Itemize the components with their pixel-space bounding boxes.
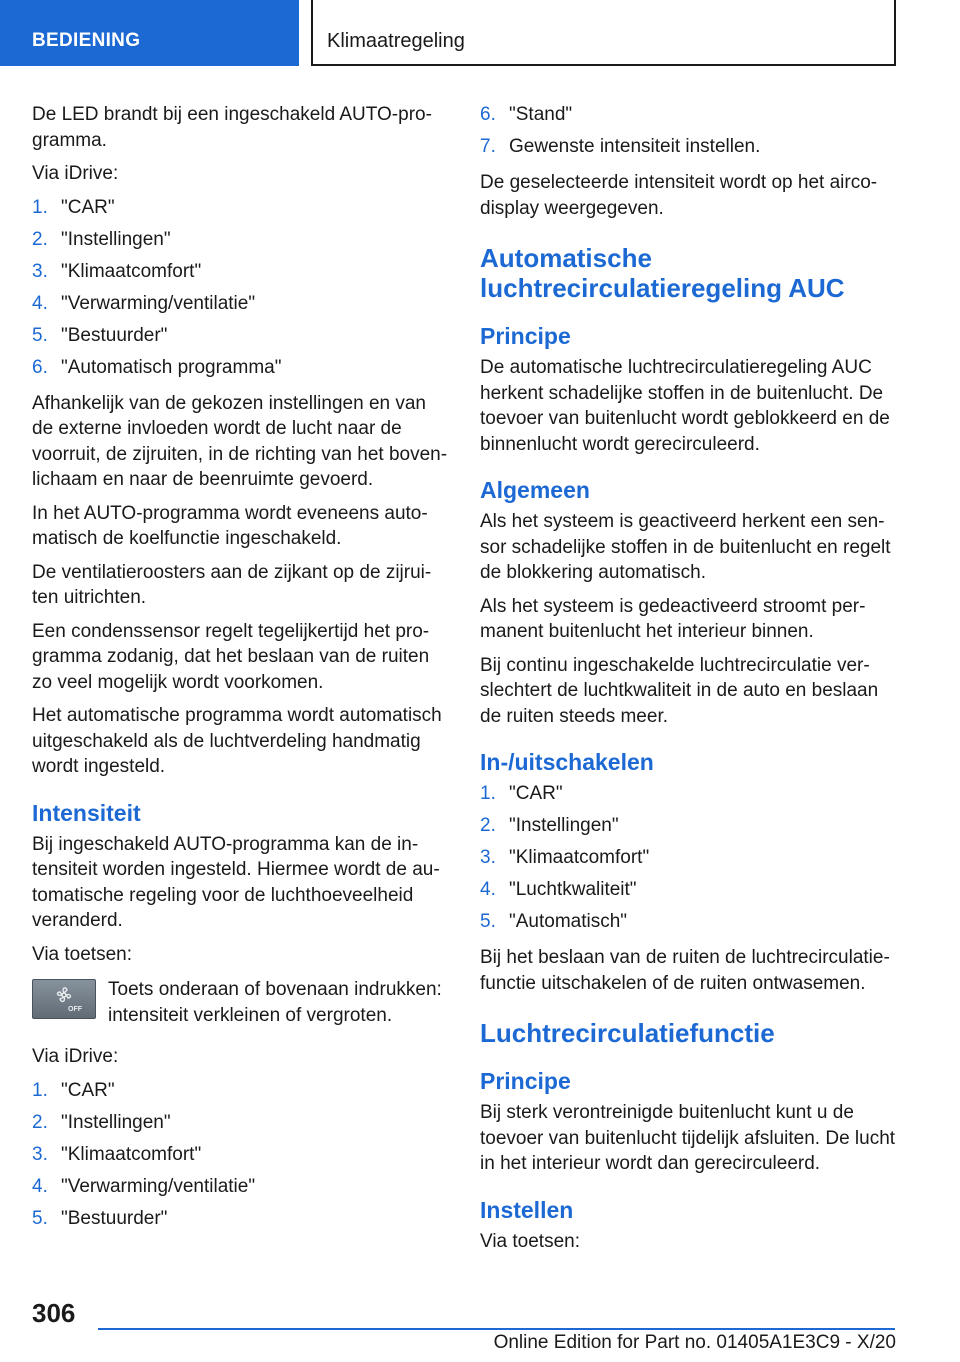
paragraph-beslaan: Bij het beslaan van de ruiten de luchtrecirculatie-functie uitschakelen of de ruiten ontwasemen. <box>480 947 890 994</box>
fan-off-key-icon <box>32 979 96 1019</box>
via-toetsen-label: Via toetsen: <box>32 943 133 965</box>
idrive-steps-1 <box>32 195 450 387</box>
page-footer <box>0 1290 960 1362</box>
list-item: 6. "Stand" <box>480 104 573 125</box>
idrive-steps-continued <box>480 102 898 166</box>
chapter-title: Klimaatregeling <box>311 0 896 66</box>
paragraph-principe-lrf: Bij sterk verontreinigde buitenlucht kunt u de toevoer van buitenlucht tijdelijk afsluiten. De lucht in het interieur wordt dan gerecirculeerd. <box>480 1102 896 1174</box>
paragraph-algemeen-1: Als het systeem is geactiveerd herkent een sen-sor schadelijke stoffen in de buitenlucht en regelt de blokkering automatisch. <box>480 511 891 583</box>
list-item: 2. "Instellingen" <box>480 815 619 836</box>
page-header <box>0 0 960 66</box>
heading-instellen: Instellen <box>480 1196 574 1223</box>
list-item: 4. "Verwarming/ventilatie" <box>32 292 256 314</box>
footer-divider <box>98 1328 895 1330</box>
list-item: 2. "Instellingen" <box>32 1111 171 1133</box>
paragraph-geselecteerde: De geselecteerde intensiteit wordt op het airco-display weergegeven. <box>480 172 878 219</box>
list-item: 7. Gewenste intensiteit instellen. <box>480 136 761 157</box>
left-column <box>32 102 450 1242</box>
idrive-steps-3 <box>480 781 898 941</box>
list-item: 4. "Verwarming/ventilatie" <box>32 1175 256 1197</box>
heading-principe: Principe <box>480 323 571 349</box>
heading-principe: Principe <box>480 1068 571 1094</box>
list-item: 3. "Klimaatcomfort" <box>32 1143 202 1165</box>
key-instruction <box>32 977 450 1028</box>
heading-auc: Automatische luchtrecirculatieregeling AUC <box>480 243 845 303</box>
paragraph-intensiteit: Bij ingeschakeld AUTO-programma kan de in-tensiteit worden ingesteld. Hiermee wordt de au-tomatische regeling voor de luchthoeveelheid veranderd. <box>32 833 440 931</box>
paragraph-afhankelijk: Afhankelijk van de gekozen instellingen en van de externe invloeden wordt de lucht naar de voorruit, de zijruiten, in de richting van het boven-lichaam en naar de beenruimte gevoerd. <box>32 392 448 490</box>
paragraph-condenssensor: Een condenssensor regelt tegelijkertijd het pro-gramma zodanig, dat het beslaan van de ruiten zo veel mogelijk wordt voorkomen. <box>32 620 430 693</box>
list-item: 1. "CAR" <box>32 196 115 218</box>
paragraph-koelfunctie: In het AUTO-programma wordt eveneens auto-matisch de koelfunctie ingeschakeld. <box>32 502 428 549</box>
list-item: 3. "Klimaatcomfort" <box>32 260 202 282</box>
via-idrive-label: Via iDrive: <box>32 163 119 184</box>
paragraph-automatisch: Het automatische programma wordt automatisch uitgeschakeld als de luchtverdeling handmatig wordt ingesteld. <box>32 705 442 777</box>
via-toetsen-label: Via toetsen: <box>480 1230 581 1252</box>
paragraph-led: De LED brandt bij een ingeschakeld AUTO-pro-gramma. <box>32 104 432 151</box>
paragraph-algemeen-2: Als het systeem is gedeactiveerd stroomt per-manent buitenlucht het interieur binnen. <box>480 595 866 642</box>
paragraph-ventilatieroosters: De ventilatieroosters aan de zijkant op de zijrui-ten uitrichten. <box>32 561 432 608</box>
list-item: 4. "Luchtkwaliteit" <box>480 879 637 900</box>
right-column <box>480 102 898 1262</box>
list-item: 1. "CAR" <box>32 1079 115 1101</box>
list-item: 1. "CAR" <box>480 783 563 804</box>
list-item: 3. "Klimaatcomfort" <box>480 847 650 868</box>
section-tab: BEDIENING <box>0 0 299 66</box>
key-description: Toets onderaan of bovenaan indrukken: intensiteit verkleinen of vergroten. <box>108 979 442 1026</box>
heading-in-uitschakelen: In-/uitschakelen <box>480 749 654 775</box>
list-item: 5. "Automatisch" <box>480 911 628 932</box>
list-item: 5. "Bestuurder" <box>32 324 168 346</box>
heading-intensiteit: Intensiteit <box>32 799 141 826</box>
paragraph-principe-auc: De automatische luchtrecirculatieregeling AUC herkent schadelijke stoffen in de buitenlucht. De toevoer van buitenlucht wordt geblokkeerd en de binnenlucht wordt gerecirculeerd. <box>480 357 890 455</box>
svg-text:OFF: OFF <box>68 1006 82 1013</box>
heading-algemeen: Algemeen <box>480 477 590 503</box>
via-idrive-label: Via iDrive: <box>32 1046 119 1067</box>
edition-note: Online Edition for Part no. 01405A1E3C9 - X/20 <box>493 1332 896 1353</box>
page-number: 306 <box>32 1298 76 1328</box>
list-item: 6. "Automatisch programma" <box>32 356 282 378</box>
paragraph-algemeen-3: Bij continu ingeschakelde luchtrecirculatie ver-slechtert de luchtkwaliteit in de auto en beslaan de ruiten steeds meer. <box>480 654 879 727</box>
heading-luchtrecirculatiefunctie: Luchtrecirculatiefunctie <box>480 1018 775 1048</box>
idrive-steps-2 <box>32 1078 450 1238</box>
list-item: 2. "Instellingen" <box>32 228 171 250</box>
list-item: 5. "Bestuurder" <box>32 1207 168 1229</box>
